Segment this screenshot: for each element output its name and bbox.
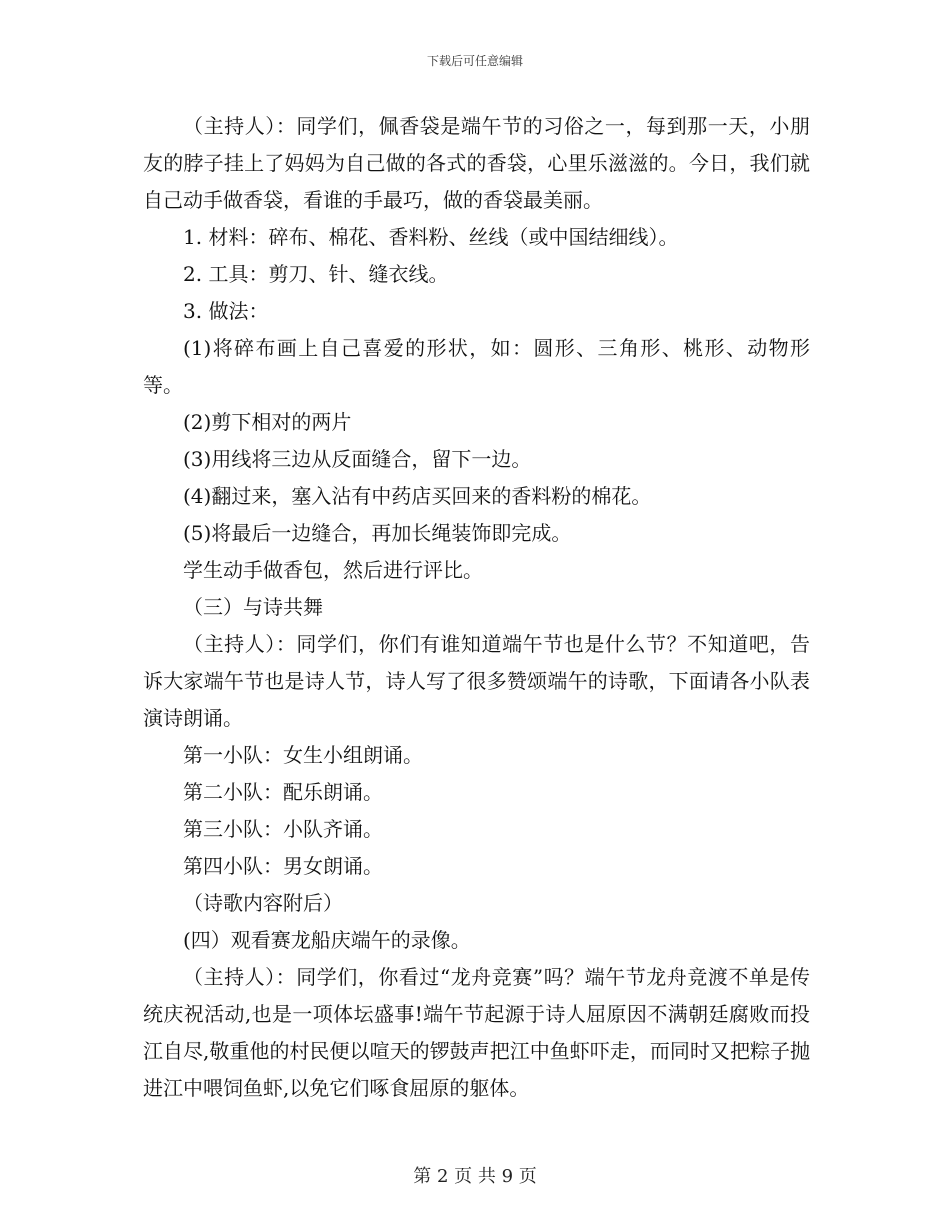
paragraph-step-2: (2)剪下相对的两片: [183, 410, 352, 434]
paragraph-students-make: 学生动手做香包，然后进行评比。: [183, 558, 483, 582]
paragraph-team-2: 第二小队：配乐朗诵。: [183, 780, 383, 804]
paragraph-team-3: 第三小队：小队齐诵。: [183, 817, 383, 841]
paragraph-step-5: (5)将最后一边缝合，再加长绳装饰即完成。: [183, 521, 572, 545]
page-header-note: 下载后可任意编辑: [426, 54, 523, 68]
paragraph-step-1: (1)将碎布画上自己喜爱的形状，如：圆形、三角形、桃形、动物形等。: [143, 336, 810, 397]
paragraph-materials: 1. 材料：碎布、棉花、香料粉、丝线（或中国结细线）。: [183, 225, 679, 249]
paragraph-step-3: (3)用线将三边从反面缝合，留下一边。: [183, 447, 532, 471]
paragraph-team-1: 第一小队：女生小组朗诵。: [183, 743, 423, 767]
section-heading-3: （三）与诗共舞: [183, 595, 323, 619]
paragraph-method-heading: 3. 做法：: [183, 299, 269, 323]
section-heading-4: (四）观看赛龙船庆端午的录像。: [183, 928, 471, 952]
paragraph-host-dragonboat: （主持人）：同学们，你看过“龙舟竞赛”吗？端午节龙舟竞渡不单是传统庆祝活动,也是一项体坛盛事!端午节起源于诗人屈原因不满朝廷腐败而投江自尽,敬重他的村民便以喧天的锣鼓声把江中鱼虾吓走，而同时又把粽子抛进江中喂饲鱼虾,以免它们啄食屈原的躯体。: [143, 965, 810, 1100]
paragraph-step-4: (4)翻过来，塞入沾有中药店买回来的香料粉的棉花。: [183, 484, 652, 508]
paragraph-host-poetry: （主持人）：同学们，你们有谁知道端午节也是什么节？不知道吧，告诉大家端午节也是诗人节，诗人写了很多赞颂端午的诗歌，下面请各小队表演诗朗诵。: [143, 632, 810, 730]
paragraph-tools: 2. 工具：剪刀、针、缝衣线。: [183, 262, 449, 286]
paragraph-host-intro: （主持人）：同学们，佩香袋是端午节的习俗之一，每到那一天，小朋友的脖子挂上了妈妈为自己做的各式的香袋，心里乐滋滋的。今日，我们就自己动手做香袋，看谁的手最巧，做的香袋最美丽。: [143, 114, 810, 212]
page-number: 第 2 页 共 9 页: [413, 1166, 537, 1187]
paragraph-team-4: 第四小队：男女朗诵。: [183, 854, 383, 878]
document-body: [143, 108, 810, 1107]
paragraph-poem-note: （诗歌内容附后）: [183, 891, 343, 915]
